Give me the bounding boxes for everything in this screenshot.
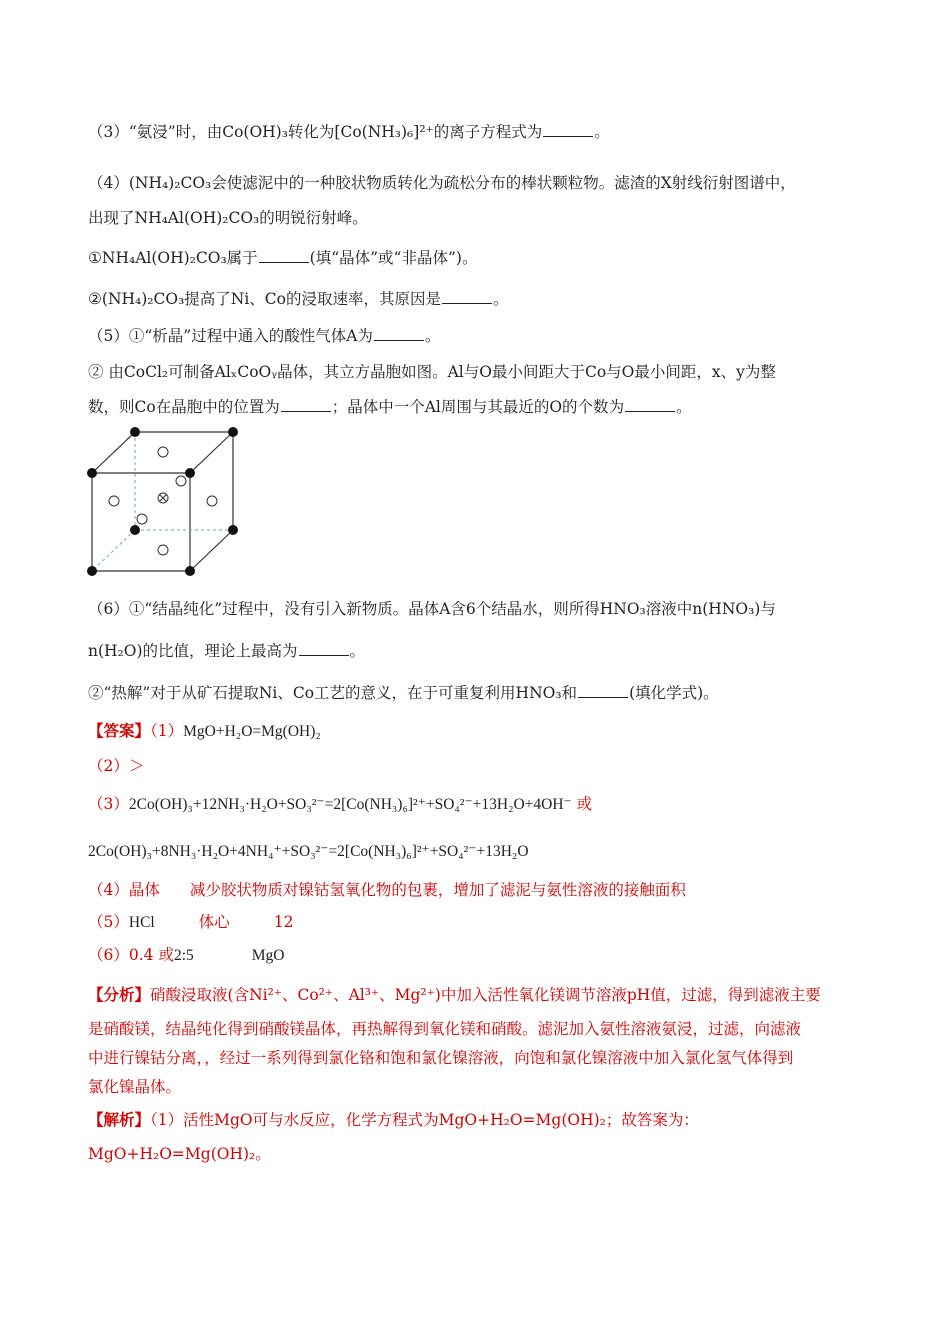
question-6-line-2: n(H₂O)的比值，理论上最高为 。: [88, 642, 366, 660]
corner-atom: [87, 468, 97, 478]
answer-blank: [625, 397, 675, 412]
analysis-line-2: 是硝酸镁，结晶纯化得到硝酸镁晶体，再热解得到氧化镁和硝酸。滤泥加入氨性溶液氨浸，过滤，向滤液: [88, 1020, 802, 1038]
question-6-sub-2: ②“热解”对于从矿石提取Ni、Co工艺的意义，在于可重复利用HNO₃和 (填化学式)。: [88, 684, 719, 702]
answer-blank: [281, 397, 331, 412]
face-atom: [207, 496, 217, 506]
answer-3: （3）2Co(OH)₃+12NH₃·H₂O+SO₃²⁻=2[Co(NH₃)₆]²⁺+SO₄²⁻+13H₂O+4OH⁻ 或: [88, 795, 593, 813]
answer-blank: [374, 326, 424, 341]
question-5-sub-2-line-2: 数，则Co在晶胞中的位置为 ；晶体中一个Al周围与其最近的O的个数为 。: [88, 398, 692, 416]
face-atom: [158, 545, 168, 555]
answer-4: （4）晶体 减少胶状物质对镍钴氢氧化物的包裹，增加了滤泥与氨性溶液的接触面积: [88, 881, 686, 899]
answer-3-alt: 2Co(OH)₃+8NH₃·H₂O+4NH₄⁺+SO₃²⁻=2[Co(NH₃)₆]²⁺+SO₄²⁻+13H₂O: [88, 843, 529, 860]
explain-line-2: MgO+H₂O=Mg(OH)₂。: [88, 1145, 271, 1163]
question-3: （3）“氨浸”时，由Co(OH)₃转化为[Co(NH₃)₆]²⁺的离子方程式为 。: [88, 123, 610, 141]
analysis-tag: 【分析】: [88, 985, 151, 1004]
corner-atom: [228, 427, 238, 437]
corner-atom: [87, 566, 97, 576]
question-4-sub-1: ①NH₄Al(OH)₂CO₃属于 (填“晶体”或“非晶体”)。: [88, 249, 478, 267]
face-atom: [158, 447, 168, 457]
analysis-line-1: 【分析】硝酸浸取液(含Ni²⁺、Co²⁺、Al³⁺、Mg²⁺)中加入活性氧化镁调节溶液pH值，过滤，得到滤液主要: [88, 985, 821, 1004]
answer-5: （5）HCl 体心 12: [88, 913, 294, 931]
corner-atom: [185, 468, 195, 478]
question-6-line-1: （6）①“结晶纯化”过程中，没有引入新物质。晶体A含6个结晶水，则所得HNO₃溶液中n(HNO₃)与: [88, 600, 776, 618]
answer-6: （6）0.4 或2:5 MgO: [88, 946, 285, 964]
answer-tag: 【答案】: [88, 721, 151, 740]
corner-atom: [130, 427, 140, 437]
answer-blank: [442, 289, 492, 304]
explain-line-1: 【解析】（1）活性MgO可与水反应，化学方程式为MgO+H₂O=Mg(OH)₂；故答案为：: [88, 1110, 699, 1129]
explain-tag: 【解析】: [88, 1110, 151, 1129]
analysis-line-4: 氯化镍晶体。: [88, 1078, 182, 1096]
corner-atom: [228, 525, 238, 535]
unit-cell-diagram: [80, 425, 250, 585]
answer-1: 【答案】（1）MgO+H₂O=Mg(OH)₂: [88, 721, 321, 740]
face-atom: [176, 476, 186, 486]
answer-2: （2）＞: [88, 757, 145, 775]
corner-atom: [185, 566, 195, 576]
face-atom: [109, 496, 119, 506]
question-4-line-1: （4）(NH₄)₂CO₃会使滤泥中的一种胶状物质转化为疏松分布的棒状颗粒物。滤渣的X射线衍射图谱中，: [88, 174, 796, 192]
body-center-atom: [158, 493, 168, 503]
answer-blank: [543, 122, 593, 137]
answer-blank: [578, 683, 628, 698]
question-5-sub-2-line-1: ② 由CoCl₂可制备AlₓCoOᵧ晶体，其立方晶胞如图。Al与O最小间距大于Co与O最小间距，x、y为整: [88, 363, 776, 381]
question-5-sub-1: （5）①“析晶”过程中通入的酸性气体A为 。: [88, 327, 441, 345]
face-atom: [137, 514, 147, 524]
question-4-sub-2: ②(NH₄)₂CO₃提高了Ni、Co的浸取速率，其原因是 。: [88, 290, 509, 308]
answer-blank: [299, 641, 349, 656]
question-4-line-2: 出现了NH₄Al(OH)₂CO₃的明锐衍射峰。: [88, 209, 368, 227]
analysis-line-3: 中进行镍钴分离，，经过一系列得到氯化铬和饱和氯化镍溶液，向饱和氯化镍溶液中加入氯化氢气体得到: [88, 1049, 794, 1067]
corner-atom: [130, 525, 140, 535]
answer-blank: [259, 248, 309, 263]
